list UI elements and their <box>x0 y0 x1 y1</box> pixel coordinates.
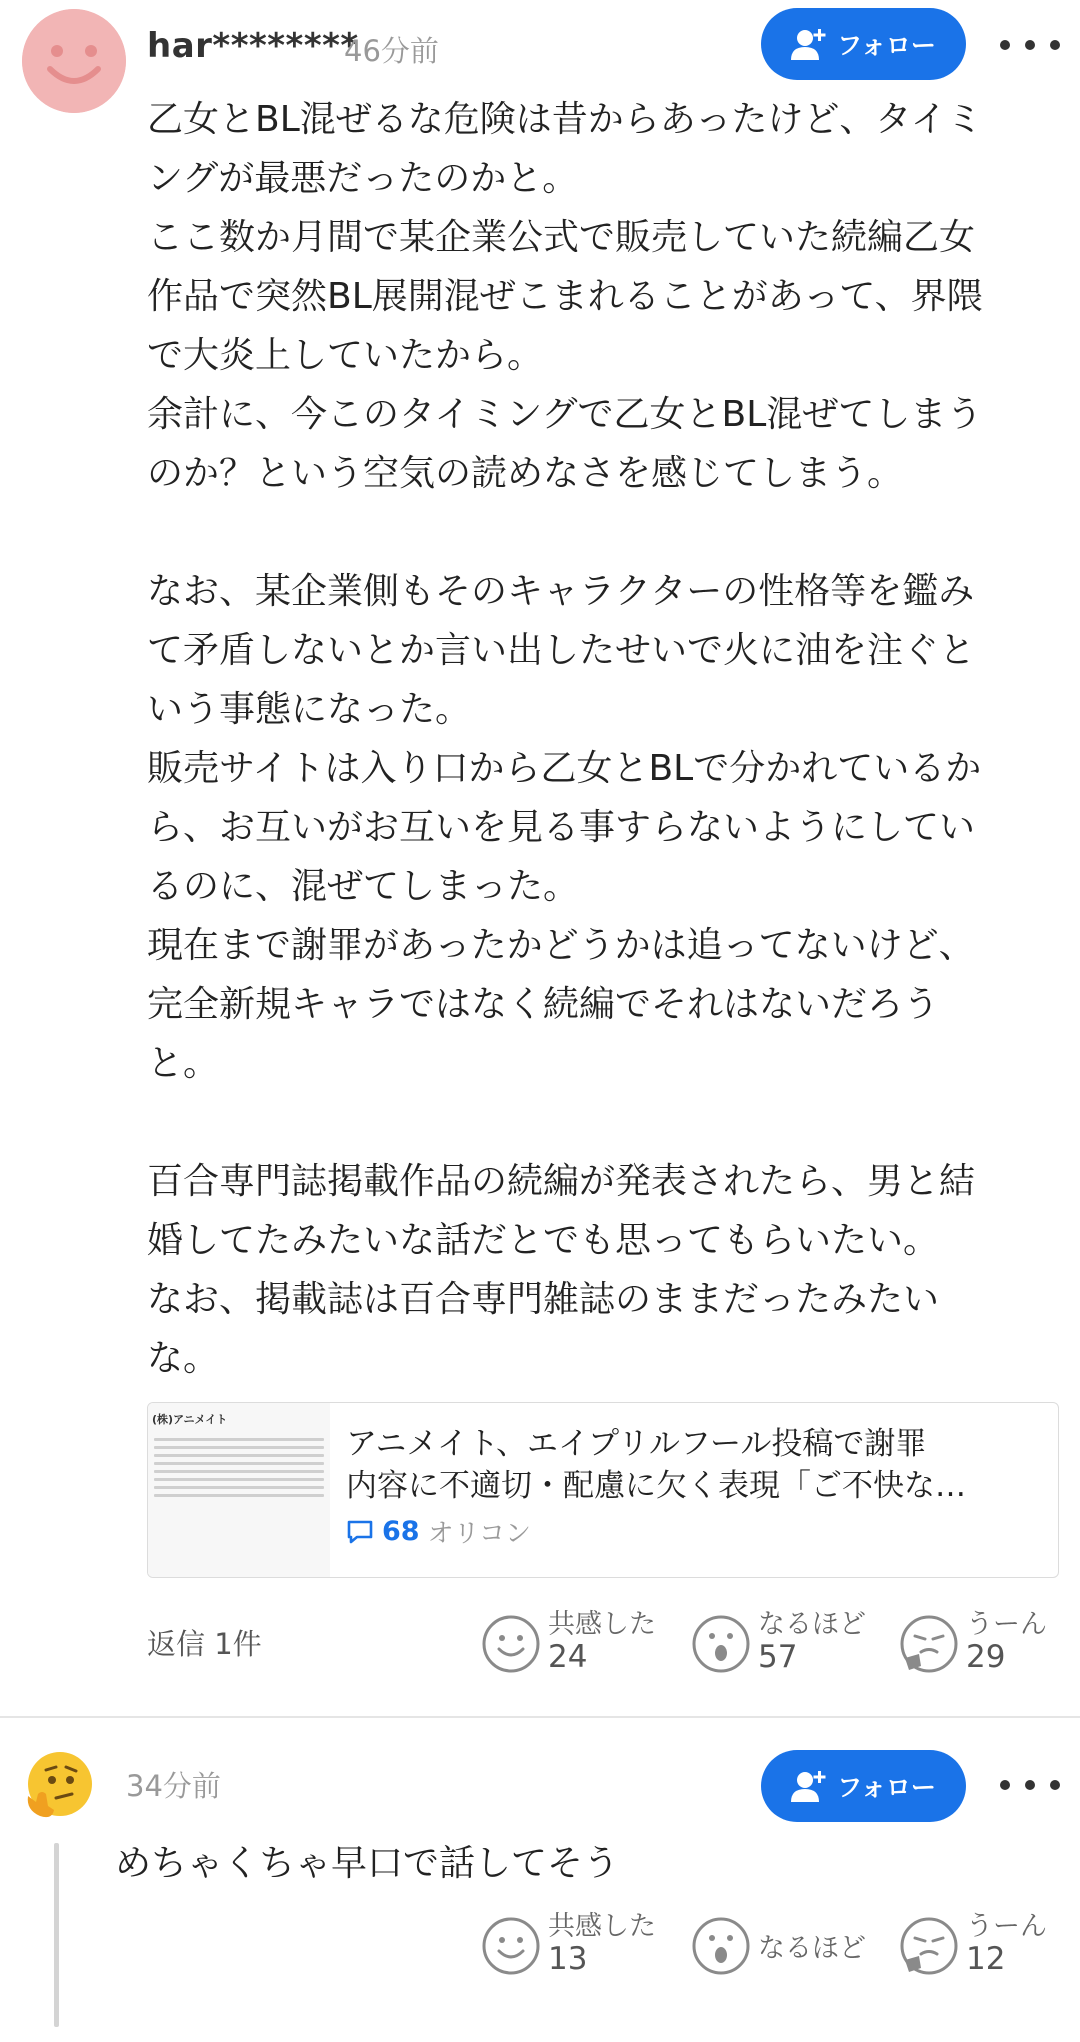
reaction-label: なるほど <box>758 1933 866 1964</box>
surprised-face-icon <box>691 1614 751 1674</box>
comment-line: 作品で突然BL展開混ぜこまれることがあって、界隈 <box>147 276 983 317</box>
comment-line: ら、お互いがお互いを見る事すらないようにしてい <box>147 807 976 848</box>
link-title <box>346 1423 1036 1507</box>
more-options-button[interactable] <box>1000 1770 1060 1800</box>
thumbnail-title: (株)アニメイト <box>152 1413 228 1426</box>
comment-line: 完全新規キャラではなく続編でそれはないだろう <box>147 984 940 1025</box>
thumbnail-line <box>154 1454 324 1457</box>
user-avatar[interactable] <box>22 9 126 113</box>
comment-line: ここ数か月間で某企業公式で販売していた続編乙女 <box>147 217 976 258</box>
comment-line <box>147 1093 1067 1152</box>
reaction-insightful-button[interactable] <box>691 1908 881 1988</box>
thinking-face-icon <box>22 1750 94 1822</box>
reaction-insightful-button[interactable] <box>691 1606 881 1686</box>
reaction-label: うーん <box>966 1911 1047 1942</box>
link-thumbnail <box>148 1403 330 1577</box>
speech-bubble-icon <box>346 1519 374 1545</box>
thumbnail-line <box>154 1494 324 1497</box>
reaction-empathize-button[interactable] <box>481 1606 671 1686</box>
reaction-label: なるほど <box>758 1609 866 1640</box>
more-dot <box>1025 1780 1035 1790</box>
reaction-count: 12 <box>966 1941 1006 1977</box>
comment-line <box>147 503 1067 562</box>
reaction-empathize-button[interactable] <box>481 1908 671 1988</box>
smile-face-icon <box>481 1614 541 1674</box>
reaction-count: 29 <box>966 1639 1006 1675</box>
comment-line: 乙女とBL混ぜるな危険は昔からあったけど、タイミ <box>147 99 983 140</box>
comment-line: ングが最悪だったのかと。 <box>147 158 579 199</box>
link-title-line: 内容に不適切・配慮に欠く表現「ご不快な… <box>346 1468 966 1504</box>
reaction-hmm-button[interactable] <box>899 1606 1069 1686</box>
comment-line: 現在まで謝罪があったかどうかは追ってないけど、 <box>147 925 975 966</box>
smiley-avatar-icon <box>22 9 126 113</box>
comment-line: て矛盾しないとか言い出したせいで火に油を注ぐと <box>147 630 976 671</box>
follow-button[interactable] <box>761 1750 966 1822</box>
comment-line: 婚してたみたいな話だとでも思ってもらいたい。 <box>147 1220 940 1261</box>
reply-body: めちゃくちゃ早口で話してそう <box>115 1843 620 1884</box>
thumbnail-line <box>154 1486 324 1489</box>
reaction-count: 24 <box>548 1639 588 1675</box>
thumbnail-line <box>154 1462 324 1465</box>
post-time: 34分前 <box>126 1769 221 1803</box>
username[interactable]: har******** <box>147 26 359 66</box>
thumbnail-line <box>154 1470 324 1473</box>
comment-line: いう事態になった。 <box>147 689 472 730</box>
reaction-label: うーん <box>966 1609 1047 1640</box>
comment-line: 販売サイトは入り口から乙女とBLで分かれているか <box>147 748 982 789</box>
surprised-face-icon <box>691 1916 751 1976</box>
follow-label: フォロー <box>837 31 936 60</box>
comment-line: なお、掲載誌は百合専門雑誌のままだったみたい <box>147 1279 940 1320</box>
reaction-label: 共感した <box>548 1911 656 1942</box>
more-options-button[interactable] <box>1000 30 1060 60</box>
confused-face-icon <box>899 1614 959 1674</box>
reaction-hmm-button[interactable] <box>899 1908 1069 1988</box>
thumbnail-line <box>154 1438 324 1441</box>
thumbnail-line <box>154 1478 324 1481</box>
reaction-label: 共感した <box>548 1609 656 1640</box>
replies-link[interactable]: 返信 1件 <box>147 1627 262 1661</box>
comment-line: と。 <box>147 1043 220 1084</box>
thumbnail-line <box>154 1446 324 1449</box>
post-time: 46分前 <box>344 34 439 68</box>
follow-button[interactable] <box>761 8 966 80</box>
thread-line <box>54 1843 59 2027</box>
more-dot <box>1050 40 1060 50</box>
comment-line: のか？という空気の読めなさを感じてしまう。 <box>147 453 904 494</box>
confused-face-icon <box>899 1916 959 1976</box>
link-comment-count: 68 <box>382 1516 420 1547</box>
comment-line: なお、某企業側もそのキャラクターの性格等を鑑み <box>147 571 975 612</box>
link-source: オリコン <box>427 1519 532 1549</box>
smile-face-icon <box>481 1916 541 1976</box>
more-dots-icon <box>1000 40 1010 50</box>
more-dot <box>1025 40 1035 50</box>
link-card[interactable] <box>147 1402 1059 1578</box>
comment-line: るのに、混ぜてしまった。 <box>147 866 580 907</box>
comment-line: な。 <box>147 1338 220 1379</box>
more-dot <box>1050 1780 1060 1790</box>
link-meta <box>346 1513 531 1550</box>
reaction-count: 13 <box>548 1941 588 1977</box>
person-plus-icon <box>791 27 829 61</box>
user-avatar[interactable] <box>22 1750 94 1822</box>
comment-line: で大炎上していたから。 <box>147 335 544 376</box>
comment-body <box>147 90 1067 1388</box>
more-dots-icon <box>1000 1780 1010 1790</box>
comment-line: 余計に、今このタイミングで乙女とBL混ぜてしまう <box>147 394 983 435</box>
comment-line: 百合専門誌掲載作品の続編が発表されたら、男と結 <box>147 1161 976 1202</box>
person-plus-icon <box>791 1769 829 1803</box>
reaction-count: 57 <box>758 1639 798 1675</box>
link-title-line: アニメイト、エイプリルフール投稿で謝罪 <box>346 1426 927 1462</box>
follow-label: フォロー <box>837 1773 936 1802</box>
